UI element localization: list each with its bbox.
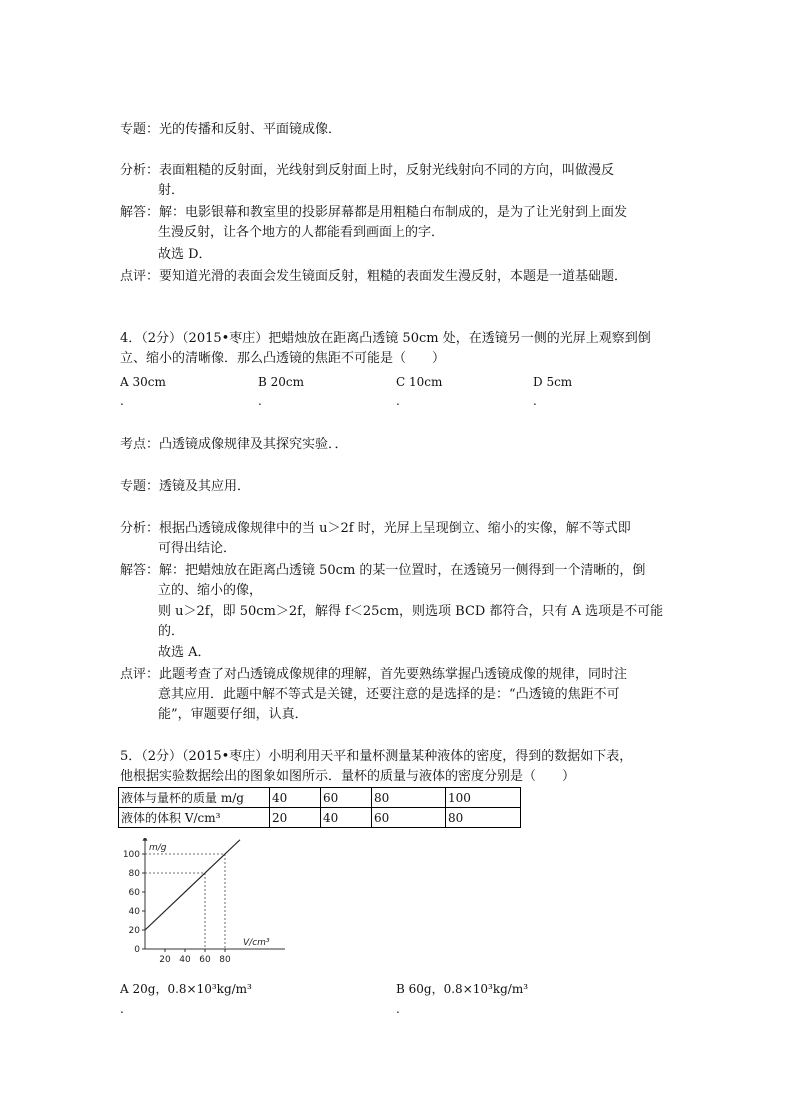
prev-answer: 解答：解：电影银幕和教室里的投影屏幕都是用粗糙白布制成的，是为了让光射到上面发 [120, 205, 628, 220]
q4-analysis: 分析：根据凸透镜成像规律中的当 u＞2f 时，光屏上呈现倒立、缩小的实像，解不等式即 [120, 521, 631, 536]
q4-answer-cont2: 则 u＞2f，即 50cm＞2f，解得 f＜25cm，则选项 BCD 都符合，只有 A 选项是不可能 [158, 604, 664, 619]
q4-answer-cont1: 立的、缩小的像， [158, 583, 263, 598]
q4-dot-a: . [120, 394, 124, 408]
table-cell: 80 [446, 808, 521, 828]
x-tick-label: 80 [219, 955, 231, 965]
q4-dot-c: . [396, 394, 400, 408]
table-cell: 20 [270, 808, 321, 828]
prev-analysis: 分析：表面粗糙的反射面，光线射到反射面上时，反射光线射向不同的方向，叫做漫反 [120, 163, 615, 178]
prev-answer-choice: 故选 D． [158, 247, 212, 262]
x-tick-label: 20 [159, 955, 171, 965]
q4-stem-cont: 立、缩小的清晰像．那么凸透镜的焦距不可能是（ ） [120, 351, 446, 366]
q5-dot-a: . [120, 1002, 124, 1016]
q4-comment-cont1: 意其应用．此题中解不等式是关键，还要注意的是选择的是：“凸透镜的焦距不可 [158, 687, 620, 702]
q4-answer-choice: 故选 A． [158, 645, 211, 660]
y-tick-label: 0 [134, 945, 140, 955]
prev-topic: 专题：光的传播和反射、平面镜成像． [120, 122, 342, 137]
q5-stem-cont: 他根据实验数据绘出的图象如图所示．量杯的质量与液体的密度分别是（ ） [120, 769, 576, 784]
y-tick-label: 60 [128, 888, 140, 898]
q4-answer: 解答：解：把蜡烛放在距离凸透镜 50cm 的某一位置时，在透镜另一侧得到一个清晰的，倒 [120, 563, 646, 578]
q4-option-b: B 20cm [258, 375, 305, 389]
y-tick-label: 40 [128, 907, 140, 917]
table-cell: 60 [321, 788, 372, 808]
q4-stem: 4．（2分）（2015•枣庄）把蜡烛放在距离凸透镜 50cm 处，在透镜另一侧的光屏上观察到倒 [120, 331, 651, 346]
data-table [118, 787, 521, 828]
q4-analysis-cont: 可得出结论． [158, 541, 237, 556]
q5-option-a: A 20g，0.8×10³kg/m³ [120, 982, 252, 996]
y-axis-label: m/g [149, 843, 167, 853]
table-cell: 40 [321, 808, 372, 828]
y-tick-label: 80 [128, 869, 140, 879]
q4-comment-cont2: 能”，审题要仔细，认真． [158, 707, 308, 722]
y-tick-label: 100 [122, 850, 140, 860]
table-cell-label: 液体的体积 V/cm³ [119, 808, 270, 828]
table-row [119, 788, 521, 808]
table-cell: 80 [372, 788, 446, 808]
x-tick-label: 40 [179, 955, 191, 965]
y-axis-arrow [143, 838, 148, 841]
table-cell: 60 [372, 808, 446, 828]
q4-dot-d: . [533, 394, 537, 408]
table-cell-label: 液体与量杯的质量 m/g [119, 788, 270, 808]
prev-comment: 点评：要知道光滑的表面会发生镜面反射，粗糙的表面发生漫反射，本题是一道基础题． [120, 269, 628, 284]
q4-option-d: D 5cm [533, 375, 573, 389]
y-tick-label: 20 [128, 926, 140, 936]
q5-dot-b: . [396, 1002, 400, 1016]
q5-option-b: B 60g，0.8×10³kg/m³ [396, 982, 529, 996]
q4-comment: 点评：此题考查了对凸透镜成像规律的理解，首先要熟练掌握凸透镜成像的规律，同时注 [120, 667, 628, 682]
q4-option-a: A 30cm [120, 375, 166, 389]
q4-answer-cont3: 的． [158, 624, 185, 639]
x-tick-label: 60 [199, 955, 211, 965]
table-cell: 100 [446, 788, 521, 808]
q4-dot-b: . [258, 394, 262, 408]
series-line [145, 840, 240, 930]
prev-analysis-cont: 射． [158, 183, 185, 198]
mass-volume-graph [115, 838, 285, 968]
q4-option-c: C 10cm [396, 375, 443, 389]
table-row [119, 808, 521, 828]
x-axis-label: V/cm³ [243, 938, 270, 948]
q4-kaodian: 考点：凸透镜成像规律及其探究实验．． [120, 437, 348, 452]
prev-answer-cont: 生漫反射，让各个地方的人都能看到画面上的字． [158, 225, 445, 240]
q5-stem: 5．（2分）（2015•枣庄）小明利用天平和量杯测量某种液体的密度，得到的数据如下表， [120, 749, 633, 764]
q4-topic: 专题：透镜及其应用． [120, 479, 251, 494]
table-cell: 40 [270, 788, 321, 808]
